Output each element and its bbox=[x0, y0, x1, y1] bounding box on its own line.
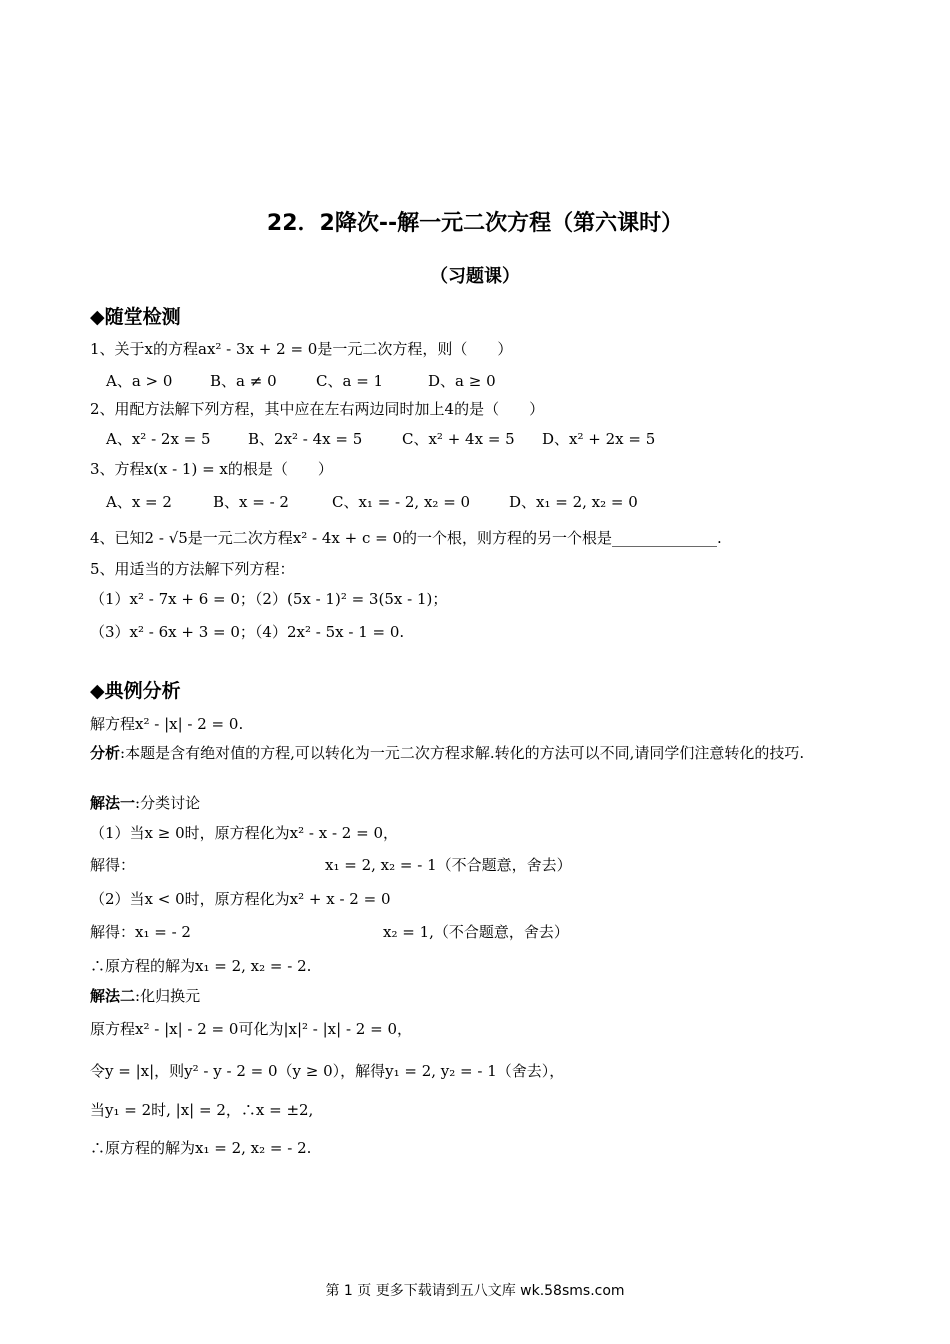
question-2-option-d: D、x² + 2x = 5 bbox=[542, 430, 656, 448]
method-1-title: :分类讨论 bbox=[135, 794, 201, 812]
method-1-line-1: （1）当x ≥ 0时，原方程化为x² - x - 2 = 0， bbox=[90, 824, 398, 842]
example-analysis bbox=[90, 740, 870, 766]
method-2-label: 解法二 bbox=[90, 987, 136, 1005]
analysis-label: 分析 bbox=[90, 744, 121, 762]
question-1-option-b: B、a ≠ 0 bbox=[210, 372, 277, 390]
method-1-line-4-right: x₂ = 1,（不合题意，舍去） bbox=[383, 923, 569, 941]
example-problem: 解方程x² - |x| - 2 = 0. bbox=[90, 715, 244, 733]
question-3-stem: 3、方程x(x - 1) = x的根是（ ） bbox=[90, 460, 333, 478]
question-3-option-d: D、x₁ = 2, x₂ = 0 bbox=[509, 493, 638, 511]
question-1-stem: 1、关于x的方程ax² - 3x + 2 = 0是一元二次方程，则（ ） bbox=[90, 340, 513, 358]
question-2-option-b: B、2x² - 4x = 5 bbox=[248, 430, 363, 448]
question-2-option-a: A、x² - 2x = 5 bbox=[106, 430, 211, 448]
method-2-line-2: 令y = |x|，则y² - y - 2 = 0（y ≥ 0），解得y₁ = 2, y₂ = - 1（舍去）， bbox=[90, 1062, 565, 1080]
question-5-line-2: （3）x² - 6x + 3 = 0；（4）2x² - 5x - 1 = 0. bbox=[90, 623, 405, 641]
analysis-text: :本题是含有绝对值的方程,可以转化为一元二次方程求解.转化的方法可以不同,请同学们注意转化的技巧. bbox=[120, 744, 805, 762]
method-1-label: 解法一 bbox=[90, 794, 136, 812]
page-footer: 第 1 页 更多下载请到五八文库 wk.58sms.com bbox=[325, 1283, 625, 1299]
method-1-line-2-result: x₁ = 2, x₂ = - 1（不合题意，舍去） bbox=[325, 856, 572, 874]
question-4: 4、已知2 - √5是一元二次方程x² - 4x + c = 0的一个根，则方程的另一个根是______________. bbox=[90, 529, 722, 547]
section-heading-practice: ◆随堂检测 bbox=[90, 306, 181, 328]
method-1-line-2-label: 解得： bbox=[90, 856, 136, 874]
question-5-stem: 5、用适当的方法解下列方程： bbox=[90, 560, 295, 578]
method-2-line-1: 原方程x² - |x| - 2 = 0可化为|x|² - |x| - 2 = 0， bbox=[90, 1020, 412, 1038]
method-1-heading bbox=[90, 792, 200, 814]
question-3-option-a: A、x = 2 bbox=[106, 493, 172, 511]
method-2-title: :化归换元 bbox=[135, 987, 201, 1005]
document-title: 22．2降次--解一元二次方程（第六课时） bbox=[266, 211, 684, 236]
question-3-option-b: B、x = - 2 bbox=[213, 493, 289, 511]
method-2-heading bbox=[90, 985, 200, 1007]
question-5-line-1: （1）x² - 7x + 6 = 0；（2）(5x - 1)² = 3(5x - 1)； bbox=[90, 590, 448, 608]
question-1-option-c: C、a = 1 bbox=[316, 372, 384, 390]
question-1-option-d: D、a ≥ 0 bbox=[428, 372, 496, 390]
method-1-line-4-left: 解得：x₁ = - 2 bbox=[90, 923, 191, 941]
method-1-conclusion: ∴原方程的解为x₁ = 2, x₂ = - 2. bbox=[90, 957, 312, 975]
question-1-option-a: A、a > 0 bbox=[106, 372, 173, 390]
method-2-line-3: 当y₁ = 2时, |x| = 2，∴x = ±2, bbox=[90, 1101, 314, 1119]
question-3-option-c: C、x₁ = - 2, x₂ = 0 bbox=[332, 493, 471, 511]
question-2-stem: 2、用配方法解下列方程，其中应在左右两边同时加上4的是（ ） bbox=[90, 400, 545, 418]
method-2-conclusion: ∴原方程的解为x₁ = 2, x₂ = - 2. bbox=[90, 1139, 312, 1157]
method-1-line-3: （2）当x < 0时，原方程化为x² + x - 2 = 0 bbox=[90, 890, 391, 908]
question-2-option-c: C、x² + 4x = 5 bbox=[402, 430, 515, 448]
section-heading-example: ◆典例分析 bbox=[90, 680, 181, 702]
document-subtitle: （习题课） bbox=[430, 266, 520, 287]
